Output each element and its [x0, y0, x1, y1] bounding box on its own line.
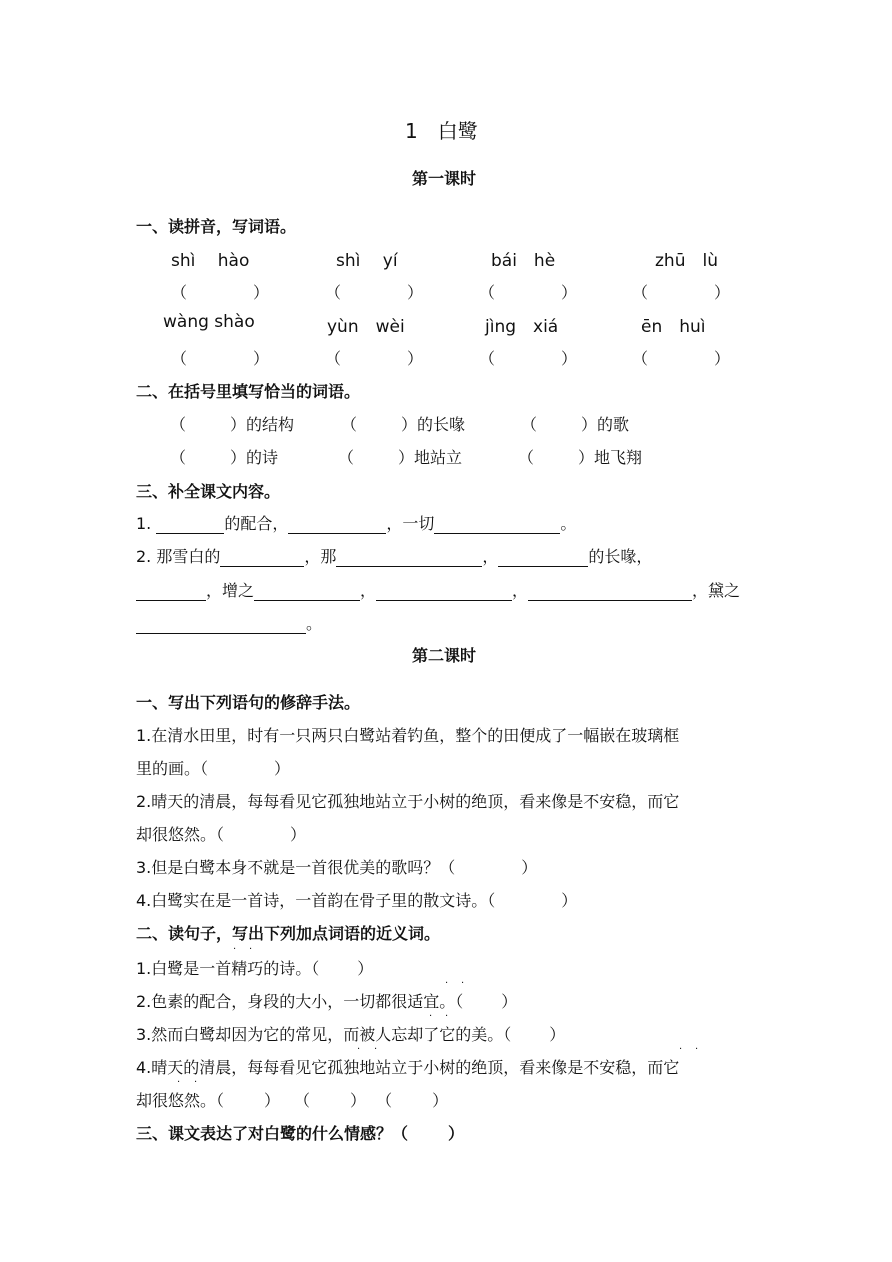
emphasis-dot: · [249, 944, 253, 955]
fill-phrase[interactable]: （ ）的长喙 [341, 415, 466, 434]
rhetoric-s4[interactable]: 4.白鹭实在是一首诗，一首韵在骨子里的散文诗。（ ） [136, 891, 578, 910]
emphasis-dot: · [233, 944, 237, 955]
answer-paren[interactable]: （ ） [171, 349, 270, 368]
emphasis-dot: · [461, 978, 465, 989]
pinyin-shihao: shì hào [171, 251, 250, 271]
l2-q1-label: 一、写出下列语句的修辞手法。 [136, 693, 361, 712]
emphasis-dot: · [194, 1077, 198, 1088]
rhetoric-s3[interactable]: 3.但是白鹭本身不就是一首很优美的歌吗？（ ） [136, 858, 538, 877]
l2-q2-label: 二、读句子，写出下列加点词语的近义词。 [136, 924, 441, 943]
rhetoric-s1b[interactable]: 里的画。（ ） [136, 759, 291, 778]
emphasis-dot: · [695, 1044, 699, 1055]
blank-line[interactable] [136, 615, 306, 634]
fill-phrase[interactable]: （ ）的歌 [521, 415, 630, 434]
blank-line[interactable] [376, 582, 512, 601]
synonym-s2[interactable]: 2.色素的配合，身段的大小，一切都很适宜。（ ） [136, 992, 518, 1011]
blank-line[interactable] [288, 515, 386, 534]
emphasis-dot: · [177, 1077, 181, 1088]
l1-q1-label: 一、读拼音，写词语。 [136, 217, 297, 236]
pinyin-shiyi: shì yí [336, 251, 398, 271]
rhetoric-s2a: 2.晴天的清晨，每每看见它孤独地站立于小树的绝顶，看来像是不安稳，而它 [136, 792, 680, 811]
l2-q3-label[interactable]: 三、课文表达了对白鹭的什么情感？（ ） [136, 1124, 465, 1143]
blank-line[interactable] [220, 548, 304, 567]
blank-line[interactable] [434, 515, 560, 534]
pinyin-baihe: bái hè [491, 251, 556, 271]
lesson1-heading: 第一课时 [412, 169, 477, 188]
blank-line[interactable] [528, 582, 692, 601]
answer-paren[interactable]: （ ） [479, 349, 578, 368]
pinyin-jingxia: jìng xiá [485, 317, 559, 337]
page-title: 1 白鹭 [405, 119, 478, 143]
pinyin-yunwei: yùn wèi [327, 317, 405, 337]
synonym-s4a: 4.晴天的清晨，每每看见它孤独地站立于小树的绝顶，看来像是不安稳，而它 [136, 1058, 680, 1077]
blank-line[interactable] [156, 515, 224, 534]
l1-q3-label: 三、补全课文内容。 [136, 482, 281, 501]
fill-phrase[interactable]: （ ）地飞翔 [518, 448, 643, 467]
rhetoric-s1a: 1.在清水田里，时有一只两只白鹭站着钓鱼，整个的田便成了一幅嵌在玻璃框 [136, 726, 680, 745]
fill-phrase[interactable]: （ ）地站立 [338, 448, 463, 467]
answer-paren[interactable]: （ ） [171, 283, 270, 302]
fill-phrase[interactable]: （ ）的结构 [170, 415, 295, 434]
answer-paren[interactable]: （ ） [632, 283, 731, 302]
fill-sentence-2: 2. 那雪白的 ，那 ， 的长喙， [136, 547, 653, 566]
blank-line[interactable] [498, 548, 588, 567]
blank-line[interactable] [136, 582, 206, 601]
emphasis-dot: · [679, 1044, 683, 1055]
emphasis-dot: · [445, 978, 449, 989]
pinyin-wangshao: wàng shào [163, 312, 255, 332]
answer-paren[interactable]: （ ） [479, 283, 578, 302]
answer-paren[interactable]: （ ） [325, 283, 424, 302]
emphasis-dot: · [429, 1011, 433, 1022]
emphasis-dot: · [357, 1044, 361, 1055]
rhetoric-s2b[interactable]: 却很悠然。（ ） [136, 825, 307, 844]
synonym-s1[interactable]: 1.白鹭是一首精巧的诗。（ ） [136, 959, 374, 978]
fill-sentence-2-cont: ，增之 ， ， ，黛之 [136, 578, 740, 601]
emphasis-dot: · [374, 1044, 378, 1055]
emphasis-dot: · [445, 1011, 449, 1022]
synonym-s3[interactable]: 3.然而白鹭却因为它的常见，而被人忘却了它的美。（ ） [136, 1025, 566, 1044]
l1-q2-label: 二、在括号里填写恰当的词语。 [136, 382, 361, 401]
lesson2-heading: 第二课时 [412, 646, 477, 665]
answer-paren[interactable]: （ ） [632, 349, 731, 368]
fill-sentence-2-end: 。 [136, 611, 322, 634]
pinyin-enhui: ēn huì [641, 317, 706, 337]
blank-line[interactable] [254, 582, 360, 601]
synonym-s4b[interactable]: 却很悠然。（ ） （ ） （ ） [136, 1091, 449, 1110]
pinyin-zhulu: zhū lù [655, 251, 718, 271]
fill-phrase[interactable]: （ ）的诗 [170, 448, 279, 467]
blank-line[interactable] [336, 548, 482, 567]
answer-paren[interactable]: （ ） [325, 349, 424, 368]
fill-sentence-1: 1. 的配合， ，一切 。 [136, 514, 577, 533]
